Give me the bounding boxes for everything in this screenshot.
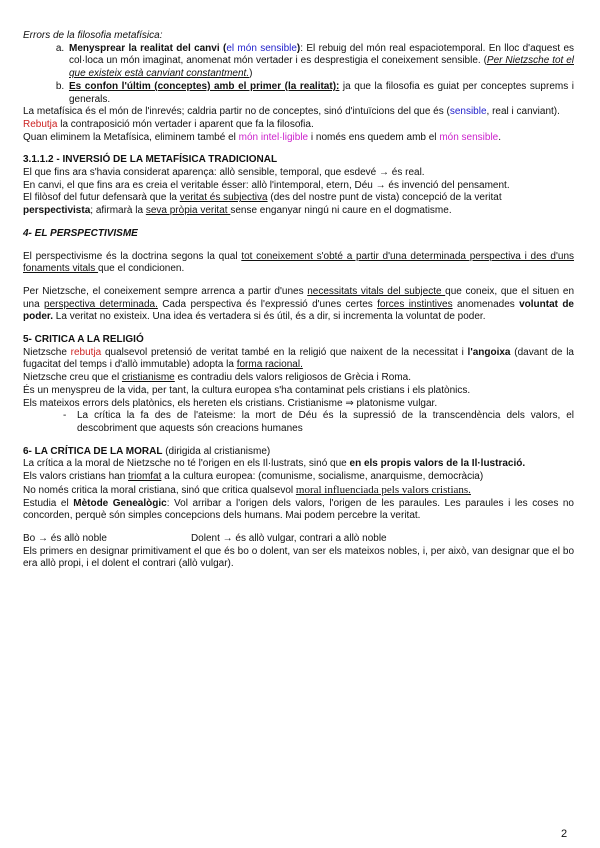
s5-line-4: Els mateixos errors dels platònics, els hereten els cristians. Cristianisme ⇒ platonisme vulgar. xyxy=(23,397,438,409)
s5-bullet: - La crítica la fa des de l'ateisme: la mort de Déu és la supressió de la transcendència dels valors, el descobriment que aquests són creacions humanes xyxy=(65,410,574,435)
s4-paragraph-2: Per Nietzsche, el coneixement sempre arrenca a partir d'unes necessitats vitals del subjecte que coneix, que el situen en una perspectiva determinada. Cada perspectiva és l'expressió d'unes certes forces instintives anomenades voluntat de poder. La veritat no existeix. Una idea és vertadera si és útil, és a dir, si incrementa la voluntat de poder. xyxy=(23,285,575,323)
errors-list xyxy=(23,43,574,107)
page-number: 2 xyxy=(561,828,568,840)
s6-line-3: No només critica la moral cristiana, sinó que critica qualsevol moral influenciada pels valors cristians. xyxy=(23,483,471,496)
s311-line-3: El filòsof del futur defensarà que la veritat és subjectiva (des del nostre punt de vista) concepció de la veritat perspectivista; afirmarà la seva pròpia veritat sense enganyar ningú ni caure en el dogmatisme. xyxy=(23,192,502,217)
meta-line-1: La metafísica és el món de l'inrevés; caldria partir no de conceptes, sinó d'intuïcions del que és (sensible, real i canviant). xyxy=(23,106,560,118)
s5-line-2: Nietzsche creu que el cristianisme es contradiu dels valors religiosos de Grècia i Roma. xyxy=(23,372,411,384)
bo-definition: Bo → és allò noble xyxy=(23,532,107,544)
s5-bullet-list xyxy=(23,410,574,435)
section-4-title: 4- EL PERSPECTIVISME xyxy=(23,227,138,239)
s5-line-1: Nietzsche rebutja qualsevol pretensió de veritat també en la religió que naixent de la necessitat i l'angoixa (davant de la fugacitat del temps i d'allò immutable) adopta la forma racional. xyxy=(23,346,574,371)
s6-line-2: Els valors cristians han triomfat a la cultura europea: (comunisme, socialisme, anarquisme, democràcia) xyxy=(23,471,484,483)
document-page xyxy=(23,30,574,571)
s311-line-1: El que fins ara s'havia considerat aparença: allò sensible, temporal, que esdevé → és real. xyxy=(23,167,425,179)
error-a: a. Menysprear la realitat del canvi (el món sensible): El rebuig del món real espaciotemporal. En lloc d'aquest es col·loca un món imaginat, anomenat món vertader i es desprestigia el coneixement sensible. (Per Nietzsche tot el que existeix està canviant constantment.) xyxy=(67,43,574,81)
s6-line-1: La crítica a la moral de Nietzsche no té l'origen en els Il·lustrats, sinó que en els propis valors de la Il·lustració. xyxy=(23,458,526,470)
final-paragraph: Els primers en designar primitivament el que és bo o dolent, van ser els mateixos nobles, i, per això, van designar que el bo era allò propi, i el dolent el contrari (allò vulgar). xyxy=(23,545,574,570)
s5-line-3: És un menyspreu de la vida, per tant, la cultura europea s'ha contaminat pels cristians i els platònics. xyxy=(23,384,471,396)
section-3-1-1-2-title: 3.1.1.2 - INVERSIÓ DE LA METAFÍSICA TRADICIONAL xyxy=(23,154,278,166)
s6-line-4: Estudia el Mètode Genealògic: Vol arribar a l'origen dels valors, l'origen de les paraules. Les paraules i les coses no concorden, perquè són simples concepcions dels humans. Mai podem percebre la veritat. xyxy=(23,497,574,522)
error-b: b. Es confon l'últim (conceptes) amb el primer (la realitat): ja que la filosofia es guiat per conceptes suprems i generals. xyxy=(67,81,574,106)
section-5-title: 5- CRITICA A LA RELIGIÓ xyxy=(23,334,144,346)
s4-paragraph-1: El perspectivisme és la doctrina segons la qual tot coneixement s'obté a partir d'una determinada perspectiva i des d'uns fonaments vitals que el condicionen. xyxy=(23,250,575,275)
meta-line-3: Quan eliminem la Metafísica, eliminem també el món intel·ligible i només ens quedem amb el món sensible. xyxy=(23,131,502,143)
errors-title: Errors de la filosofia metafísica: xyxy=(23,30,163,41)
section-6-title: 6- LA CRÍTICA DE LA MORAL (dirigida al cristianisme) xyxy=(23,445,271,457)
bo-dolent-line xyxy=(23,533,574,546)
meta-line-2: Rebutja la contraposició món vertader i aparent que fa la filosofia. xyxy=(23,118,314,130)
s311-line-2: En canvi, el que fins ara es creia el veritable ésser: allò l'intemporal, etern, Déu → és invenció del pensament. xyxy=(23,179,510,191)
dolent-definition: Dolent → és allò vulgar, contrari a allò noble xyxy=(190,532,387,544)
